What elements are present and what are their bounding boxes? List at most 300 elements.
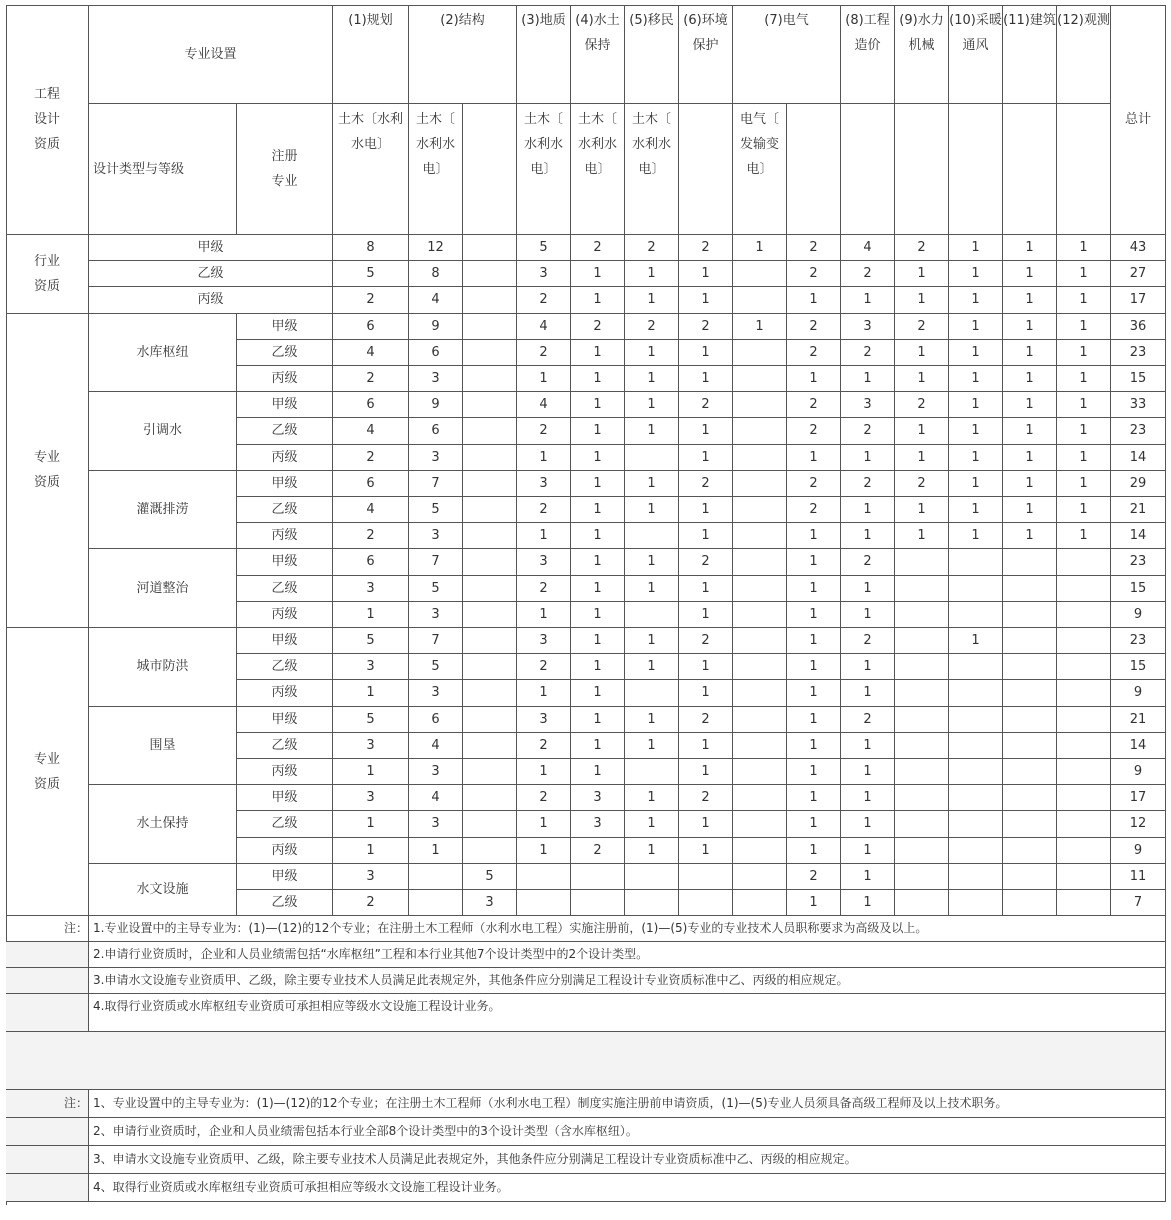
value-cell	[949, 864, 1003, 890]
value-cell: 1	[1057, 418, 1111, 444]
value-cell: 1	[679, 418, 733, 444]
value-cell: 2	[333, 523, 409, 549]
value-cell: 2	[571, 838, 625, 864]
value-cell	[895, 864, 949, 890]
value-cell: 5	[409, 654, 463, 680]
note-text: 2、申请行业资质时，企业和人员业绩需包括本行业全部8个设计类型中的3个设计类型（含水库枢纽）。	[89, 1118, 1166, 1146]
value-cell	[1003, 654, 1057, 680]
value-cell: 43	[1111, 235, 1166, 261]
value-cell: 1	[571, 261, 625, 287]
value-cell	[895, 733, 949, 759]
value-cell: 9	[1111, 680, 1166, 706]
value-cell	[733, 811, 787, 837]
value-cell: 1	[841, 576, 895, 602]
value-cell: 6	[409, 707, 463, 733]
value-cell: 1	[1003, 235, 1057, 261]
note-label	[6, 1118, 89, 1146]
value-cell	[463, 340, 517, 366]
value-cell: 1	[1003, 287, 1057, 313]
qualification-header: 工程 设计 资质	[6, 5, 89, 235]
major-header: (1)规划	[333, 5, 409, 104]
value-cell: 2	[895, 471, 949, 497]
value-cell	[949, 549, 1003, 575]
value-cell: 1	[841, 680, 895, 706]
value-cell: 2	[517, 497, 571, 523]
value-cell: 2	[787, 471, 841, 497]
value-cell: 1	[517, 680, 571, 706]
value-cell: 1	[949, 314, 1003, 340]
note-text: 1、专业设置中的主导专业为：(1)—(12)的12个专业；在注册土木工程师（水利水电工程）制度实施注册前申请资质，(1)—(5)专业人员须具备高级工程师及以上技术职务。	[89, 1090, 1166, 1118]
value-cell: 1	[895, 340, 949, 366]
value-cell: 1	[787, 549, 841, 575]
grade-label: 丙级	[237, 602, 333, 628]
value-cell: 1	[787, 445, 841, 471]
grade-label: 丙级	[237, 838, 333, 864]
value-cell	[895, 576, 949, 602]
value-cell: 23	[1111, 340, 1166, 366]
value-cell: 1	[787, 811, 841, 837]
value-cell	[949, 654, 1003, 680]
grade-label: 乙级	[237, 654, 333, 680]
value-cell: 23	[1111, 628, 1166, 654]
note-text: 3、申请水文设施专业资质甲、乙级，除主要专业技术人员满足此表规定外，其他条件应分别满足工程设计专业资质标准中乙、丙级的相应规定。	[89, 1146, 1166, 1174]
value-cell	[625, 890, 679, 916]
value-cell: 1	[333, 811, 409, 837]
value-cell: 2	[679, 235, 733, 261]
value-cell	[733, 733, 787, 759]
registered-specialty-cell: 土木〔水利 水电〕	[333, 104, 409, 235]
value-cell: 1	[571, 654, 625, 680]
value-cell: 1	[895, 366, 949, 392]
value-cell: 1	[787, 287, 841, 313]
value-cell: 1	[571, 287, 625, 313]
value-cell	[1057, 707, 1111, 733]
value-cell: 1	[625, 418, 679, 444]
grade-label: 甲级	[237, 549, 333, 575]
design-type-name: 河道整治	[89, 549, 237, 628]
value-cell: 1	[1057, 497, 1111, 523]
value-cell: 1	[571, 576, 625, 602]
value-cell: 1	[1057, 340, 1111, 366]
value-cell: 1	[625, 261, 679, 287]
value-cell	[895, 785, 949, 811]
value-cell: 1	[517, 445, 571, 471]
grade-label: 丙级	[237, 759, 333, 785]
value-cell: 1	[571, 628, 625, 654]
value-cell: 2	[517, 287, 571, 313]
grade-label: 乙级	[237, 733, 333, 759]
value-cell	[463, 602, 517, 628]
value-cell: 1	[517, 838, 571, 864]
major-header: (3)地质	[517, 5, 571, 104]
value-cell: 1	[1057, 314, 1111, 340]
value-cell: 1	[679, 602, 733, 628]
value-cell: 1	[787, 602, 841, 628]
value-cell: 1	[949, 366, 1003, 392]
value-cell: 5	[333, 628, 409, 654]
value-cell: 3	[333, 733, 409, 759]
value-cell: 1	[949, 392, 1003, 418]
value-cell	[1003, 707, 1057, 733]
value-cell: 1	[1057, 471, 1111, 497]
value-cell: 1	[571, 340, 625, 366]
value-cell: 1	[1003, 497, 1057, 523]
value-cell: 3	[517, 628, 571, 654]
value-cell	[1057, 602, 1111, 628]
registered-specialty-cell	[895, 104, 949, 235]
value-cell: 1	[571, 707, 625, 733]
value-cell: 27	[1111, 261, 1166, 287]
value-cell: 1	[625, 392, 679, 418]
registered-specialty-cell	[679, 104, 733, 235]
value-cell	[409, 890, 463, 916]
note-label: 注：	[6, 916, 89, 942]
value-cell: 1	[679, 838, 733, 864]
value-cell: 5	[333, 261, 409, 287]
value-cell: 1	[949, 523, 1003, 549]
value-cell	[733, 628, 787, 654]
value-cell: 9	[1111, 602, 1166, 628]
value-cell: 17	[1111, 785, 1166, 811]
value-cell	[1003, 838, 1057, 864]
value-cell: 2	[787, 261, 841, 287]
value-cell	[1003, 811, 1057, 837]
value-cell: 12	[409, 235, 463, 261]
value-cell: 1	[895, 418, 949, 444]
value-cell	[1057, 549, 1111, 575]
value-cell: 8	[409, 261, 463, 287]
design-type-name: 水文设施	[89, 864, 237, 916]
value-cell: 1	[571, 471, 625, 497]
value-cell: 1	[571, 680, 625, 706]
value-cell: 7	[409, 549, 463, 575]
registered-specialty-cell	[1003, 104, 1057, 235]
value-cell	[1003, 733, 1057, 759]
value-cell: 2	[517, 733, 571, 759]
grade-label: 乙级	[237, 497, 333, 523]
registered-specialty-cell	[1057, 104, 1111, 235]
grade-label: 乙级	[237, 811, 333, 837]
value-cell: 1	[571, 445, 625, 471]
value-cell: 1	[517, 602, 571, 628]
value-cell: 2	[787, 864, 841, 890]
value-cell: 3	[571, 811, 625, 837]
value-cell: 1	[895, 523, 949, 549]
value-cell: 1	[625, 707, 679, 733]
value-cell: 1	[949, 471, 1003, 497]
value-cell	[895, 811, 949, 837]
value-cell	[733, 549, 787, 575]
value-cell	[733, 864, 787, 890]
value-cell	[949, 838, 1003, 864]
value-cell	[1057, 759, 1111, 785]
value-cell	[895, 707, 949, 733]
value-cell: 1	[841, 890, 895, 916]
value-cell: 4	[333, 340, 409, 366]
grade-label: 甲级	[237, 392, 333, 418]
value-cell	[949, 576, 1003, 602]
value-cell: 8	[333, 235, 409, 261]
value-cell: 1	[1003, 314, 1057, 340]
value-cell: 1	[841, 785, 895, 811]
value-cell: 4	[333, 497, 409, 523]
value-cell	[625, 864, 679, 890]
value-cell	[1057, 733, 1111, 759]
registered-specialty-cell: 土木〔 水利水 电〕	[571, 104, 625, 235]
value-cell: 1	[571, 523, 625, 549]
value-cell: 1	[949, 445, 1003, 471]
grade-label: 甲级	[237, 707, 333, 733]
value-cell	[895, 654, 949, 680]
value-cell: 1	[517, 366, 571, 392]
value-cell: 1	[517, 759, 571, 785]
value-cell: 1	[949, 235, 1003, 261]
value-cell: 1	[625, 340, 679, 366]
value-cell: 4	[409, 785, 463, 811]
value-cell: 1	[625, 838, 679, 864]
value-cell: 9	[1111, 838, 1166, 864]
value-cell: 4	[409, 287, 463, 313]
design-type-name: 灌溉排涝	[89, 471, 237, 550]
value-cell	[733, 418, 787, 444]
value-cell: 1	[841, 523, 895, 549]
value-cell	[517, 864, 571, 890]
value-cell: 1	[949, 497, 1003, 523]
industry-qualification-group: 行业 资质	[6, 235, 89, 314]
value-cell	[463, 471, 517, 497]
value-cell	[463, 838, 517, 864]
grade-label: 甲级	[237, 785, 333, 811]
value-cell: 14	[1111, 733, 1166, 759]
value-cell: 1	[625, 287, 679, 313]
value-cell	[463, 549, 517, 575]
value-cell	[733, 366, 787, 392]
value-cell: 2	[625, 235, 679, 261]
note-label	[6, 994, 89, 1032]
value-cell	[895, 628, 949, 654]
value-cell	[1057, 576, 1111, 602]
value-cell: 5	[409, 576, 463, 602]
value-cell: 1	[333, 602, 409, 628]
value-cell: 3	[333, 654, 409, 680]
value-cell: 1	[787, 523, 841, 549]
grade-label: 甲级	[237, 864, 333, 890]
registered-specialty-cell: 土木〔 水利水 电〕	[625, 104, 679, 235]
value-cell: 2	[787, 340, 841, 366]
value-cell: 2	[333, 287, 409, 313]
value-cell	[949, 707, 1003, 733]
value-cell: 23	[1111, 418, 1166, 444]
grade-label: 丙级	[89, 287, 333, 313]
value-cell	[895, 602, 949, 628]
grade-label: 乙级	[237, 576, 333, 602]
value-cell	[1057, 890, 1111, 916]
value-cell: 1	[949, 287, 1003, 313]
value-cell: 1	[409, 838, 463, 864]
value-cell: 1	[787, 759, 841, 785]
value-cell	[463, 497, 517, 523]
value-cell: 1	[841, 602, 895, 628]
value-cell: 2	[841, 628, 895, 654]
value-cell: 1	[949, 418, 1003, 444]
value-cell: 1	[679, 733, 733, 759]
value-cell: 3	[517, 707, 571, 733]
value-cell: 1	[841, 811, 895, 837]
value-cell: 1	[733, 235, 787, 261]
value-cell: 3	[517, 549, 571, 575]
value-cell: 2	[895, 235, 949, 261]
value-cell: 1	[895, 261, 949, 287]
note-label	[6, 1146, 89, 1174]
value-cell	[733, 785, 787, 811]
value-cell	[1003, 602, 1057, 628]
value-cell	[949, 785, 1003, 811]
value-cell: 3	[333, 785, 409, 811]
value-cell	[463, 261, 517, 287]
value-cell: 1	[679, 340, 733, 366]
grade-label: 甲级	[237, 471, 333, 497]
value-cell: 1	[895, 445, 949, 471]
value-cell: 2	[333, 366, 409, 392]
value-cell: 2	[333, 445, 409, 471]
value-cell: 1	[571, 602, 625, 628]
value-cell: 1	[333, 838, 409, 864]
value-cell: 1	[679, 497, 733, 523]
value-cell: 4	[517, 392, 571, 418]
value-cell: 2	[841, 418, 895, 444]
value-cell: 6	[333, 471, 409, 497]
value-cell: 1	[787, 785, 841, 811]
value-cell: 2	[787, 497, 841, 523]
value-cell: 1	[787, 707, 841, 733]
value-cell: 3	[409, 811, 463, 837]
value-cell: 1	[1003, 445, 1057, 471]
value-cell: 1	[625, 733, 679, 759]
value-cell: 4	[841, 235, 895, 261]
value-cell: 1	[1003, 392, 1057, 418]
value-cell: 6	[333, 392, 409, 418]
value-cell: 4	[517, 314, 571, 340]
value-cell: 1	[679, 445, 733, 471]
value-cell	[949, 890, 1003, 916]
value-cell	[571, 864, 625, 890]
value-cell	[463, 366, 517, 392]
value-cell	[463, 628, 517, 654]
value-cell	[895, 680, 949, 706]
grade-label: 丙级	[237, 366, 333, 392]
note-text: 2.申请行业资质时，企业和人员业绩需包括“水库枢纽”工程和本行业其他7个设计类型中的2个设计类型。	[89, 942, 1166, 968]
specialty-setting-header: 专业设置	[89, 5, 333, 104]
value-cell	[409, 864, 463, 890]
value-cell	[1003, 576, 1057, 602]
value-cell: 1	[787, 680, 841, 706]
value-cell	[463, 235, 517, 261]
value-cell	[895, 759, 949, 785]
value-cell: 15	[1111, 366, 1166, 392]
value-cell: 2	[895, 314, 949, 340]
value-cell: 3	[333, 576, 409, 602]
value-cell: 2	[679, 785, 733, 811]
value-cell: 2	[787, 314, 841, 340]
value-cell: 5	[517, 235, 571, 261]
value-cell: 14	[1111, 445, 1166, 471]
value-cell: 2	[517, 785, 571, 811]
value-cell	[463, 811, 517, 837]
value-cell: 2	[517, 654, 571, 680]
value-cell	[463, 576, 517, 602]
value-cell	[733, 445, 787, 471]
value-cell	[463, 785, 517, 811]
value-cell: 3	[841, 314, 895, 340]
value-cell	[895, 549, 949, 575]
value-cell	[1003, 864, 1057, 890]
value-cell: 1	[841, 497, 895, 523]
value-cell: 2	[679, 628, 733, 654]
value-cell: 1	[841, 287, 895, 313]
value-cell: 1	[517, 811, 571, 837]
note-label	[6, 968, 89, 994]
value-cell: 23	[1111, 549, 1166, 575]
design-type-name: 水库枢纽	[89, 314, 237, 393]
value-cell	[463, 418, 517, 444]
value-cell: 1	[679, 811, 733, 837]
value-cell	[1003, 628, 1057, 654]
value-cell: 1	[1057, 445, 1111, 471]
registered-specialty-cell: 土木〔 水利水 电〕	[409, 104, 463, 235]
grade-label: 甲级	[89, 235, 333, 261]
design-type-name: 城市防洪	[89, 628, 237, 707]
value-cell	[733, 340, 787, 366]
value-cell	[1003, 549, 1057, 575]
value-cell: 6	[333, 549, 409, 575]
design-type-name: 引调水	[89, 392, 237, 471]
value-cell	[1057, 654, 1111, 680]
value-cell: 1	[841, 838, 895, 864]
value-cell: 2	[841, 340, 895, 366]
value-cell: 1	[625, 366, 679, 392]
value-cell: 3	[333, 864, 409, 890]
value-cell: 1	[679, 366, 733, 392]
value-cell: 1	[1003, 418, 1057, 444]
value-cell: 1	[571, 418, 625, 444]
value-cell	[463, 707, 517, 733]
total-header: 总计	[1111, 5, 1166, 235]
value-cell	[733, 680, 787, 706]
value-cell: 1	[625, 654, 679, 680]
design-type-name: 围垦	[89, 707, 237, 786]
value-cell	[733, 654, 787, 680]
value-cell: 1	[787, 838, 841, 864]
major-header: (10)采暖 通风	[949, 5, 1003, 104]
major-header: (5)移民	[625, 5, 679, 104]
value-cell: 1	[625, 576, 679, 602]
value-cell: 9	[409, 314, 463, 340]
registered-specialty-cell	[463, 104, 517, 235]
registered-specialty-cell: 电气〔 发输变 电〕	[733, 104, 787, 235]
value-cell: 1	[1057, 392, 1111, 418]
value-cell: 2	[841, 549, 895, 575]
value-cell: 1	[1003, 340, 1057, 366]
value-cell	[949, 759, 1003, 785]
value-cell: 1	[625, 785, 679, 811]
value-cell: 6	[409, 418, 463, 444]
value-cell: 1	[571, 497, 625, 523]
value-cell	[1057, 628, 1111, 654]
value-cell: 4	[333, 418, 409, 444]
value-cell	[463, 654, 517, 680]
major-header: (4)水土 保持	[571, 5, 625, 104]
value-cell	[733, 602, 787, 628]
